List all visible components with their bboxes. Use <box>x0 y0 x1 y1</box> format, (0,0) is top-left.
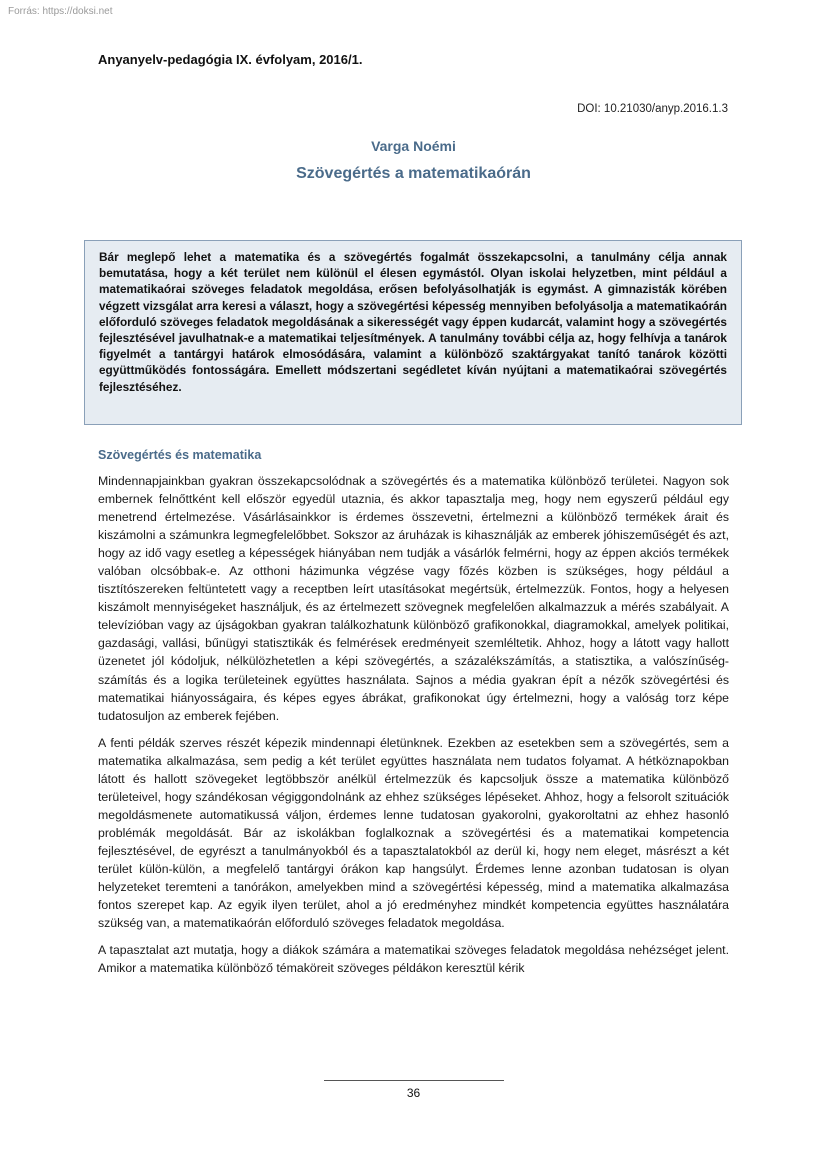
footer-rule <box>324 1080 504 1081</box>
section-heading: Szövegértés és matematika <box>98 448 262 462</box>
body-paragraph: Mindennapjainkban gyakran összekapcsolódnak a szövegértés és a matematika különböző területei. Nagyon sok embernek felnőttként kell először egyedül utaznia, és akkor tapasztalja meg, hogy nem egyszerű például egy menetrend értelmezése. Vásárlásainkkor is érdemes összevetni, értelmezni a különböző termékek árait és kiszámolni a számunkra legmegfelelőbbet. Sokszor az áruházak is kihasználják az emberek jóhiszeműségét és azt, hogy az idő vagy esetleg a képességek hiányában nem tudják a vásárlók felmérni, hogy az éppen akciós termékek valóban olcsóbbak-e. Az otthoni házimunka végzése vagy főzés közben is szükséges, hogy például a tisztítószereken feltüntetett vagy a receptben leírt utasításokat megértsük, értelmezzük. Fontos, hogy a helyesen kiszámolt mennyiségeket használjuk, és az értelmezett szövegnek megfelelően alkalmazzuk a mérés szabályait. A televízióban vagy az újságokban gyakran találkozhatunk különböző grafikonokkal, diagramokkal, amelyek politikai, gazdasági, vallási, bűnügyi statisztikák és felmérések eredményeit szemléltetik. Ahhoz, hogy a látott vagy hallott üzenetet jól kódoljuk, nélkülözhetetlen a képi szövegértés, a százalékszámítás, a statisztika, a valószínűség-számítás és a logika területeinek együttes használata. Sajnos a média gyakran épít a nézők szövegértési és matematikai hiányosságaira, és képes egyes ábrákat, grafikonokat úgy értelmezni, hogy a valóság torz képe tudatosuljon az emberek fejében. <box>98 474 729 723</box>
doi-label: DOI: 10.21030/anyp.2016.1.3 <box>577 103 728 115</box>
journal-header: Anyanyelv-pedagógia IX. évfolyam, 2016/1. <box>98 52 363 67</box>
abstract-box: Bár meglepő lehet a matematika és a szövegértés fogalmát összekapcsolni, a tanulmány célja annak bemutatása, hogy a két terület nem különül el élesen egymástól. Olyan iskolai helyzetben, mint például a matematikaórai szöveges feladatok megoldása, erősen befolyásolhatják is egymást. A gimnazisták körében végzett vizsgálat arra keresi a választ, hogy a szövegértési képesség mennyiben befolyásolja a matematikaórán előforduló szöveges feladatok megoldásának a sikerességét vagy éppen kudarcát, valamint hogy a szövegértés fejlesztésével javulhatnak-e a matematikai teljesítmények. A tanulmány további célja az, hogy felhívja a tanárok figyelmét a tantárgyi határok elmosódására, valamint a különböző szaktárgyakat tanító tanárok közötti együttműködés fontosságára. Emellett módszertani segédletet kíván nyújtani a matematikaórai szövegértés fejlesztéséhez. <box>84 240 742 425</box>
article-title: Szövegértés a matematikaórán <box>296 165 531 182</box>
page-number: 36 <box>406 1086 421 1100</box>
author-name: Varga Noémi <box>371 138 456 154</box>
body-paragraph: A fenti példák szerves részét képezik mindennapi életünknek. Ezekben az esetekben sem a szövegértés, sem a matematika alkalmazása, sem pedig a két terület együttes használata nem tudatos folyamat. A hétköznapokban látott és hallott szövegeket legtöbbször anélkül értelmezzük és kapcsoljuk össze a matematika különböző területeivel, hogy szándékosan végiggondolnánk az ehhez szükséges lépéseket. Ahhoz, hogy a felsorolt szituációk megoldásmenete automatikussá váljon, érdemes lenne tudatosan gyakorolni, gyakoroltatni az ehhez hasonló problémák megoldását. Bár az iskolákban foglalkoznak a szövegértési és a matematikai kompetencia fejlesztésével, de egyrészt a tanulmányokból és a tapasztalatokból az derül ki, hogy nem eleget, másrészt a két terület külön-külön, a megfelelő tantárgyi órákon kap hangsúlyt. Érdemes lenne azonban tudatosan is olyan helyzeteket teremteni a tanórákon, amelyekben mind a szövegértési képesség, mind a matematika alkalmazása fontos szerepet kap. Az egyik ilyen terület, ahol a jó eredményhez mindkét kompetencia együttes használatára szükség van, a matematikaórán előforduló szöveges feladatok megoldása. <box>98 735 729 931</box>
body-paragraph: A tapasztalat azt mutatja, hogy a diákok számára a matematikai szöveges feladatok megoldása nehézséget jelent. Amikor a matematika különböző témaköreit szöveges példákon keresztül kérik <box>98 943 729 976</box>
source-watermark: Forrás: https://doksi.net <box>8 6 113 17</box>
body-text <box>98 472 729 986</box>
